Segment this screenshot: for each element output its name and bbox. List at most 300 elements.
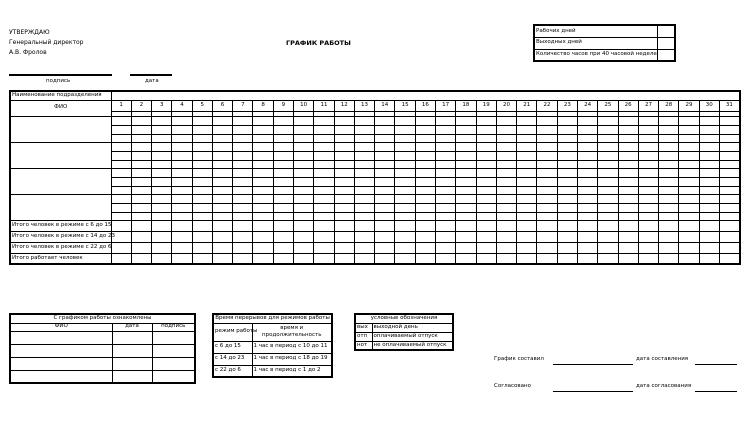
day-cell[interactable] bbox=[557, 194, 577, 203]
day-cell[interactable] bbox=[294, 151, 314, 160]
total-cell[interactable] bbox=[294, 231, 314, 242]
day-cell[interactable] bbox=[537, 194, 557, 203]
day-cell[interactable] bbox=[719, 177, 739, 186]
total-cell[interactable] bbox=[131, 253, 151, 264]
day-cell[interactable] bbox=[273, 125, 293, 134]
day-cell[interactable] bbox=[679, 125, 699, 134]
day-cell[interactable] bbox=[354, 160, 374, 168]
day-cell[interactable] bbox=[638, 142, 658, 151]
day-cell[interactable] bbox=[152, 142, 172, 151]
total-cell[interactable] bbox=[131, 242, 151, 253]
day-cell[interactable] bbox=[415, 212, 435, 220]
day-cell[interactable] bbox=[517, 116, 537, 125]
day-cell[interactable] bbox=[517, 142, 537, 151]
total-cell[interactable] bbox=[314, 242, 334, 253]
day-cell[interactable] bbox=[152, 194, 172, 203]
day-cell[interactable] bbox=[436, 186, 456, 194]
day-cell[interactable] bbox=[456, 142, 476, 151]
day-cell[interactable] bbox=[334, 142, 354, 151]
day-cell[interactable] bbox=[395, 116, 415, 125]
total-cell[interactable] bbox=[354, 242, 374, 253]
day-cell[interactable] bbox=[517, 212, 537, 220]
day-cell[interactable] bbox=[719, 151, 739, 160]
day-cell[interactable] bbox=[638, 134, 658, 142]
total-cell[interactable] bbox=[598, 231, 618, 242]
day-cell[interactable] bbox=[577, 116, 597, 125]
day-cell[interactable] bbox=[395, 168, 415, 177]
day-cell[interactable] bbox=[598, 125, 618, 134]
day-cell[interactable] bbox=[517, 134, 537, 142]
day-cell[interactable] bbox=[111, 151, 131, 160]
day-cell[interactable] bbox=[719, 168, 739, 177]
day-cell[interactable] bbox=[212, 142, 232, 151]
day-cell[interactable] bbox=[131, 168, 151, 177]
day-cell[interactable] bbox=[436, 134, 456, 142]
day-cell[interactable] bbox=[618, 203, 638, 212]
day-cell[interactable] bbox=[354, 212, 374, 220]
day-cell[interactable] bbox=[375, 116, 395, 125]
day-cell[interactable] bbox=[253, 177, 273, 186]
day-cell[interactable] bbox=[294, 194, 314, 203]
total-cell[interactable] bbox=[496, 242, 516, 253]
day-cell[interactable] bbox=[496, 212, 516, 220]
total-cell[interactable] bbox=[395, 231, 415, 242]
day-cell[interactable] bbox=[577, 177, 597, 186]
day-cell[interactable] bbox=[334, 151, 354, 160]
day-cell[interactable] bbox=[172, 186, 192, 194]
day-cell[interactable] bbox=[375, 177, 395, 186]
total-cell[interactable] bbox=[537, 220, 557, 231]
total-cell[interactable] bbox=[496, 253, 516, 264]
day-cell[interactable] bbox=[496, 116, 516, 125]
day-cell[interactable] bbox=[192, 203, 212, 212]
day-cell[interactable] bbox=[273, 212, 293, 220]
day-cell[interactable] bbox=[253, 125, 273, 134]
day-cell[interactable] bbox=[415, 142, 435, 151]
day-cell[interactable] bbox=[192, 142, 212, 151]
day-cell[interactable] bbox=[354, 142, 374, 151]
total-cell[interactable] bbox=[496, 220, 516, 231]
day-cell[interactable] bbox=[719, 125, 739, 134]
day-cell[interactable] bbox=[456, 160, 476, 168]
day-cell[interactable] bbox=[577, 203, 597, 212]
day-cell[interactable] bbox=[415, 194, 435, 203]
day-cell[interactable] bbox=[334, 168, 354, 177]
day-cell[interactable] bbox=[253, 168, 273, 177]
day-cell[interactable] bbox=[496, 203, 516, 212]
day-cell[interactable] bbox=[436, 125, 456, 134]
day-cell[interactable] bbox=[192, 151, 212, 160]
day-cell[interactable] bbox=[233, 168, 253, 177]
total-cell[interactable] bbox=[436, 253, 456, 264]
day-cell[interactable] bbox=[273, 151, 293, 160]
day-cell[interactable] bbox=[334, 203, 354, 212]
total-cell[interactable] bbox=[212, 242, 232, 253]
day-cell[interactable] bbox=[699, 125, 719, 134]
day-cell[interactable] bbox=[496, 194, 516, 203]
day-cell[interactable] bbox=[253, 160, 273, 168]
day-cell[interactable] bbox=[638, 212, 658, 220]
day-cell[interactable] bbox=[537, 142, 557, 151]
day-cell[interactable] bbox=[659, 116, 679, 125]
total-cell[interactable] bbox=[436, 242, 456, 253]
total-cell[interactable] bbox=[699, 242, 719, 253]
total-cell[interactable] bbox=[212, 253, 232, 264]
day-cell[interactable] bbox=[618, 151, 638, 160]
total-cell[interactable] bbox=[476, 231, 496, 242]
total-cell[interactable] bbox=[212, 231, 232, 242]
day-cell[interactable] bbox=[456, 203, 476, 212]
day-cell[interactable] bbox=[212, 116, 232, 125]
day-cell[interactable] bbox=[152, 116, 172, 125]
day-cell[interactable] bbox=[314, 203, 334, 212]
day-cell[interactable] bbox=[172, 142, 192, 151]
day-cell[interactable] bbox=[131, 116, 151, 125]
day-cell[interactable] bbox=[679, 212, 699, 220]
total-cell[interactable] bbox=[719, 253, 739, 264]
total-cell[interactable] bbox=[233, 253, 253, 264]
total-cell[interactable] bbox=[699, 231, 719, 242]
day-cell[interactable] bbox=[618, 116, 638, 125]
day-cell[interactable] bbox=[719, 134, 739, 142]
day-cell[interactable] bbox=[659, 142, 679, 151]
day-cell[interactable] bbox=[111, 168, 131, 177]
day-cell[interactable] bbox=[314, 125, 334, 134]
total-cell[interactable] bbox=[456, 253, 476, 264]
day-cell[interactable] bbox=[598, 142, 618, 151]
total-cell[interactable] bbox=[598, 242, 618, 253]
day-cell[interactable] bbox=[537, 203, 557, 212]
day-cell[interactable] bbox=[496, 186, 516, 194]
day-cell[interactable] bbox=[537, 186, 557, 194]
day-cell[interactable] bbox=[152, 203, 172, 212]
day-cell[interactable] bbox=[618, 168, 638, 177]
day-cell[interactable] bbox=[496, 160, 516, 168]
day-cell[interactable] bbox=[395, 212, 415, 220]
total-cell[interactable] bbox=[354, 231, 374, 242]
day-cell[interactable] bbox=[679, 142, 699, 151]
total-cell[interactable] bbox=[172, 253, 192, 264]
day-cell[interactable] bbox=[253, 186, 273, 194]
day-cell[interactable] bbox=[273, 186, 293, 194]
day-cell[interactable] bbox=[172, 203, 192, 212]
day-cell[interactable] bbox=[537, 116, 557, 125]
total-cell[interactable] bbox=[537, 253, 557, 264]
day-cell[interactable] bbox=[415, 151, 435, 160]
day-cell[interactable] bbox=[354, 116, 374, 125]
day-cell[interactable] bbox=[598, 194, 618, 203]
total-cell[interactable] bbox=[152, 220, 172, 231]
day-cell[interactable] bbox=[375, 212, 395, 220]
day-cell[interactable] bbox=[172, 160, 192, 168]
total-cell[interactable] bbox=[212, 220, 232, 231]
day-cell[interactable] bbox=[273, 194, 293, 203]
day-cell[interactable] bbox=[659, 194, 679, 203]
day-cell[interactable] bbox=[557, 186, 577, 194]
day-cell[interactable] bbox=[131, 194, 151, 203]
day-cell[interactable] bbox=[111, 177, 131, 186]
total-cell[interactable] bbox=[436, 220, 456, 231]
day-cell[interactable] bbox=[679, 151, 699, 160]
day-cell[interactable] bbox=[598, 203, 618, 212]
total-cell[interactable] bbox=[294, 242, 314, 253]
day-cell[interactable] bbox=[212, 151, 232, 160]
total-cell[interactable] bbox=[111, 242, 131, 253]
day-cell[interactable] bbox=[395, 134, 415, 142]
day-cell[interactable] bbox=[517, 177, 537, 186]
total-cell[interactable] bbox=[456, 242, 476, 253]
total-cell[interactable] bbox=[375, 231, 395, 242]
day-cell[interactable] bbox=[496, 134, 516, 142]
day-cell[interactable] bbox=[192, 212, 212, 220]
day-cell[interactable] bbox=[233, 151, 253, 160]
day-cell[interactable] bbox=[577, 194, 597, 203]
total-cell[interactable] bbox=[659, 242, 679, 253]
day-cell[interactable] bbox=[699, 194, 719, 203]
day-cell[interactable] bbox=[659, 212, 679, 220]
day-cell[interactable] bbox=[679, 203, 699, 212]
day-cell[interactable] bbox=[699, 116, 719, 125]
day-cell[interactable] bbox=[111, 125, 131, 134]
total-cell[interactable] bbox=[192, 231, 212, 242]
total-cell[interactable] bbox=[699, 253, 719, 264]
day-cell[interactable] bbox=[172, 134, 192, 142]
date-agreed-line[interactable] bbox=[695, 391, 737, 392]
day-cell[interactable] bbox=[436, 160, 456, 168]
day-cell[interactable] bbox=[638, 160, 658, 168]
day-cell[interactable] bbox=[314, 151, 334, 160]
total-cell[interactable] bbox=[577, 242, 597, 253]
total-cell[interactable] bbox=[172, 231, 192, 242]
day-cell[interactable] bbox=[334, 125, 354, 134]
day-cell[interactable] bbox=[699, 134, 719, 142]
day-cell[interactable] bbox=[598, 212, 618, 220]
day-cell[interactable] bbox=[598, 116, 618, 125]
day-cell[interactable] bbox=[537, 151, 557, 160]
day-cell[interactable] bbox=[679, 177, 699, 186]
day-cell[interactable] bbox=[354, 186, 374, 194]
day-cell[interactable] bbox=[699, 160, 719, 168]
day-cell[interactable] bbox=[111, 160, 131, 168]
day-cell[interactable] bbox=[314, 160, 334, 168]
day-cell[interactable] bbox=[294, 160, 314, 168]
day-cell[interactable] bbox=[517, 194, 537, 203]
day-cell[interactable] bbox=[233, 116, 253, 125]
total-cell[interactable] bbox=[172, 242, 192, 253]
day-cell[interactable] bbox=[375, 168, 395, 177]
day-cell[interactable] bbox=[557, 203, 577, 212]
day-cell[interactable] bbox=[294, 186, 314, 194]
day-cell[interactable] bbox=[557, 125, 577, 134]
day-cell[interactable] bbox=[456, 168, 476, 177]
total-cell[interactable] bbox=[496, 231, 516, 242]
day-cell[interactable] bbox=[436, 116, 456, 125]
day-cell[interactable] bbox=[111, 212, 131, 220]
day-cell[interactable] bbox=[415, 177, 435, 186]
total-cell[interactable] bbox=[476, 253, 496, 264]
total-cell[interactable] bbox=[659, 220, 679, 231]
day-cell[interactable] bbox=[436, 203, 456, 212]
day-cell[interactable] bbox=[111, 116, 131, 125]
day-cell[interactable] bbox=[436, 194, 456, 203]
day-cell[interactable] bbox=[375, 142, 395, 151]
total-cell[interactable] bbox=[577, 220, 597, 231]
day-cell[interactable] bbox=[517, 186, 537, 194]
total-cell[interactable] bbox=[172, 220, 192, 231]
day-cell[interactable] bbox=[131, 186, 151, 194]
total-cell[interactable] bbox=[719, 231, 739, 242]
day-cell[interactable] bbox=[152, 160, 172, 168]
day-cell[interactable] bbox=[273, 177, 293, 186]
day-cell[interactable] bbox=[618, 160, 638, 168]
day-cell[interactable] bbox=[273, 142, 293, 151]
day-cell[interactable] bbox=[131, 177, 151, 186]
day-cell[interactable] bbox=[233, 160, 253, 168]
employee-name-cell[interactable] bbox=[10, 116, 111, 142]
day-cell[interactable] bbox=[111, 186, 131, 194]
day-cell[interactable] bbox=[192, 116, 212, 125]
day-cell[interactable] bbox=[131, 142, 151, 151]
total-cell[interactable] bbox=[517, 220, 537, 231]
day-cell[interactable] bbox=[131, 125, 151, 134]
total-cell[interactable] bbox=[334, 231, 354, 242]
total-cell[interactable] bbox=[415, 253, 435, 264]
total-cell[interactable] bbox=[456, 231, 476, 242]
total-cell[interactable] bbox=[557, 253, 577, 264]
day-cell[interactable] bbox=[537, 177, 557, 186]
day-cell[interactable] bbox=[618, 142, 638, 151]
day-cell[interactable] bbox=[598, 177, 618, 186]
day-cell[interactable] bbox=[476, 151, 496, 160]
day-cell[interactable] bbox=[496, 168, 516, 177]
day-cell[interactable] bbox=[699, 168, 719, 177]
day-cell[interactable] bbox=[415, 116, 435, 125]
day-cell[interactable] bbox=[294, 125, 314, 134]
day-cell[interactable] bbox=[233, 203, 253, 212]
day-cell[interactable] bbox=[476, 203, 496, 212]
day-cell[interactable] bbox=[294, 116, 314, 125]
day-cell[interactable] bbox=[699, 151, 719, 160]
day-cell[interactable] bbox=[537, 168, 557, 177]
day-cell[interactable] bbox=[618, 194, 638, 203]
day-cell[interactable] bbox=[638, 151, 658, 160]
total-cell[interactable] bbox=[517, 231, 537, 242]
day-cell[interactable] bbox=[334, 177, 354, 186]
day-cell[interactable] bbox=[395, 160, 415, 168]
day-cell[interactable] bbox=[598, 151, 618, 160]
day-cell[interactable] bbox=[476, 134, 496, 142]
day-cell[interactable] bbox=[375, 125, 395, 134]
day-cell[interactable] bbox=[638, 168, 658, 177]
day-cell[interactable] bbox=[233, 194, 253, 203]
day-cell[interactable] bbox=[314, 142, 334, 151]
total-cell[interactable] bbox=[476, 242, 496, 253]
total-cell[interactable] bbox=[618, 242, 638, 253]
total-cell[interactable] bbox=[679, 231, 699, 242]
day-cell[interactable] bbox=[476, 194, 496, 203]
day-cell[interactable] bbox=[618, 212, 638, 220]
day-cell[interactable] bbox=[598, 160, 618, 168]
day-cell[interactable] bbox=[719, 186, 739, 194]
day-cell[interactable] bbox=[415, 168, 435, 177]
day-cell[interactable] bbox=[375, 194, 395, 203]
total-cell[interactable] bbox=[517, 242, 537, 253]
date-composed-line[interactable] bbox=[695, 364, 737, 365]
total-cell[interactable] bbox=[294, 220, 314, 231]
day-cell[interactable] bbox=[273, 160, 293, 168]
day-cell[interactable] bbox=[233, 125, 253, 134]
total-cell[interactable] bbox=[618, 253, 638, 264]
day-cell[interactable] bbox=[557, 160, 577, 168]
day-cell[interactable] bbox=[395, 194, 415, 203]
day-cell[interactable] bbox=[172, 125, 192, 134]
day-cell[interactable] bbox=[436, 151, 456, 160]
day-cell[interactable] bbox=[496, 125, 516, 134]
day-cell[interactable] bbox=[476, 142, 496, 151]
total-cell[interactable] bbox=[395, 253, 415, 264]
total-cell[interactable] bbox=[577, 253, 597, 264]
day-cell[interactable] bbox=[294, 168, 314, 177]
day-cell[interactable] bbox=[233, 142, 253, 151]
total-cell[interactable] bbox=[273, 242, 293, 253]
day-cell[interactable] bbox=[111, 194, 131, 203]
total-cell[interactable] bbox=[476, 220, 496, 231]
day-cell[interactable] bbox=[233, 177, 253, 186]
day-cell[interactable] bbox=[598, 134, 618, 142]
day-cell[interactable] bbox=[354, 168, 374, 177]
day-cell[interactable] bbox=[212, 134, 232, 142]
total-cell[interactable] bbox=[659, 253, 679, 264]
day-cell[interactable] bbox=[537, 160, 557, 168]
employee-name-cell[interactable] bbox=[10, 168, 111, 194]
day-cell[interactable] bbox=[719, 116, 739, 125]
dept-value[interactable] bbox=[111, 91, 740, 100]
day-cell[interactable] bbox=[659, 203, 679, 212]
day-cell[interactable] bbox=[152, 168, 172, 177]
total-cell[interactable] bbox=[598, 253, 618, 264]
total-cell[interactable] bbox=[659, 231, 679, 242]
day-cell[interactable] bbox=[395, 186, 415, 194]
day-cell[interactable] bbox=[476, 160, 496, 168]
day-cell[interactable] bbox=[496, 151, 516, 160]
total-cell[interactable] bbox=[253, 253, 273, 264]
total-cell[interactable] bbox=[314, 231, 334, 242]
day-cell[interactable] bbox=[294, 212, 314, 220]
day-cell[interactable] bbox=[557, 168, 577, 177]
day-cell[interactable] bbox=[598, 186, 618, 194]
day-cell[interactable] bbox=[354, 194, 374, 203]
day-cell[interactable] bbox=[294, 177, 314, 186]
day-cell[interactable] bbox=[679, 194, 699, 203]
day-cell[interactable] bbox=[233, 212, 253, 220]
day-cell[interactable] bbox=[699, 177, 719, 186]
day-cell[interactable] bbox=[131, 212, 151, 220]
total-cell[interactable] bbox=[415, 220, 435, 231]
total-cell[interactable] bbox=[375, 253, 395, 264]
day-cell[interactable] bbox=[172, 168, 192, 177]
day-cell[interactable] bbox=[456, 116, 476, 125]
day-cell[interactable] bbox=[679, 134, 699, 142]
employee-name-cell[interactable] bbox=[10, 194, 111, 220]
total-cell[interactable] bbox=[294, 253, 314, 264]
day-cell[interactable] bbox=[294, 203, 314, 212]
day-cell[interactable] bbox=[212, 177, 232, 186]
total-cell[interactable] bbox=[679, 253, 699, 264]
total-cell[interactable] bbox=[131, 231, 151, 242]
day-cell[interactable] bbox=[273, 168, 293, 177]
day-cell[interactable] bbox=[354, 177, 374, 186]
day-cell[interactable] bbox=[456, 134, 476, 142]
